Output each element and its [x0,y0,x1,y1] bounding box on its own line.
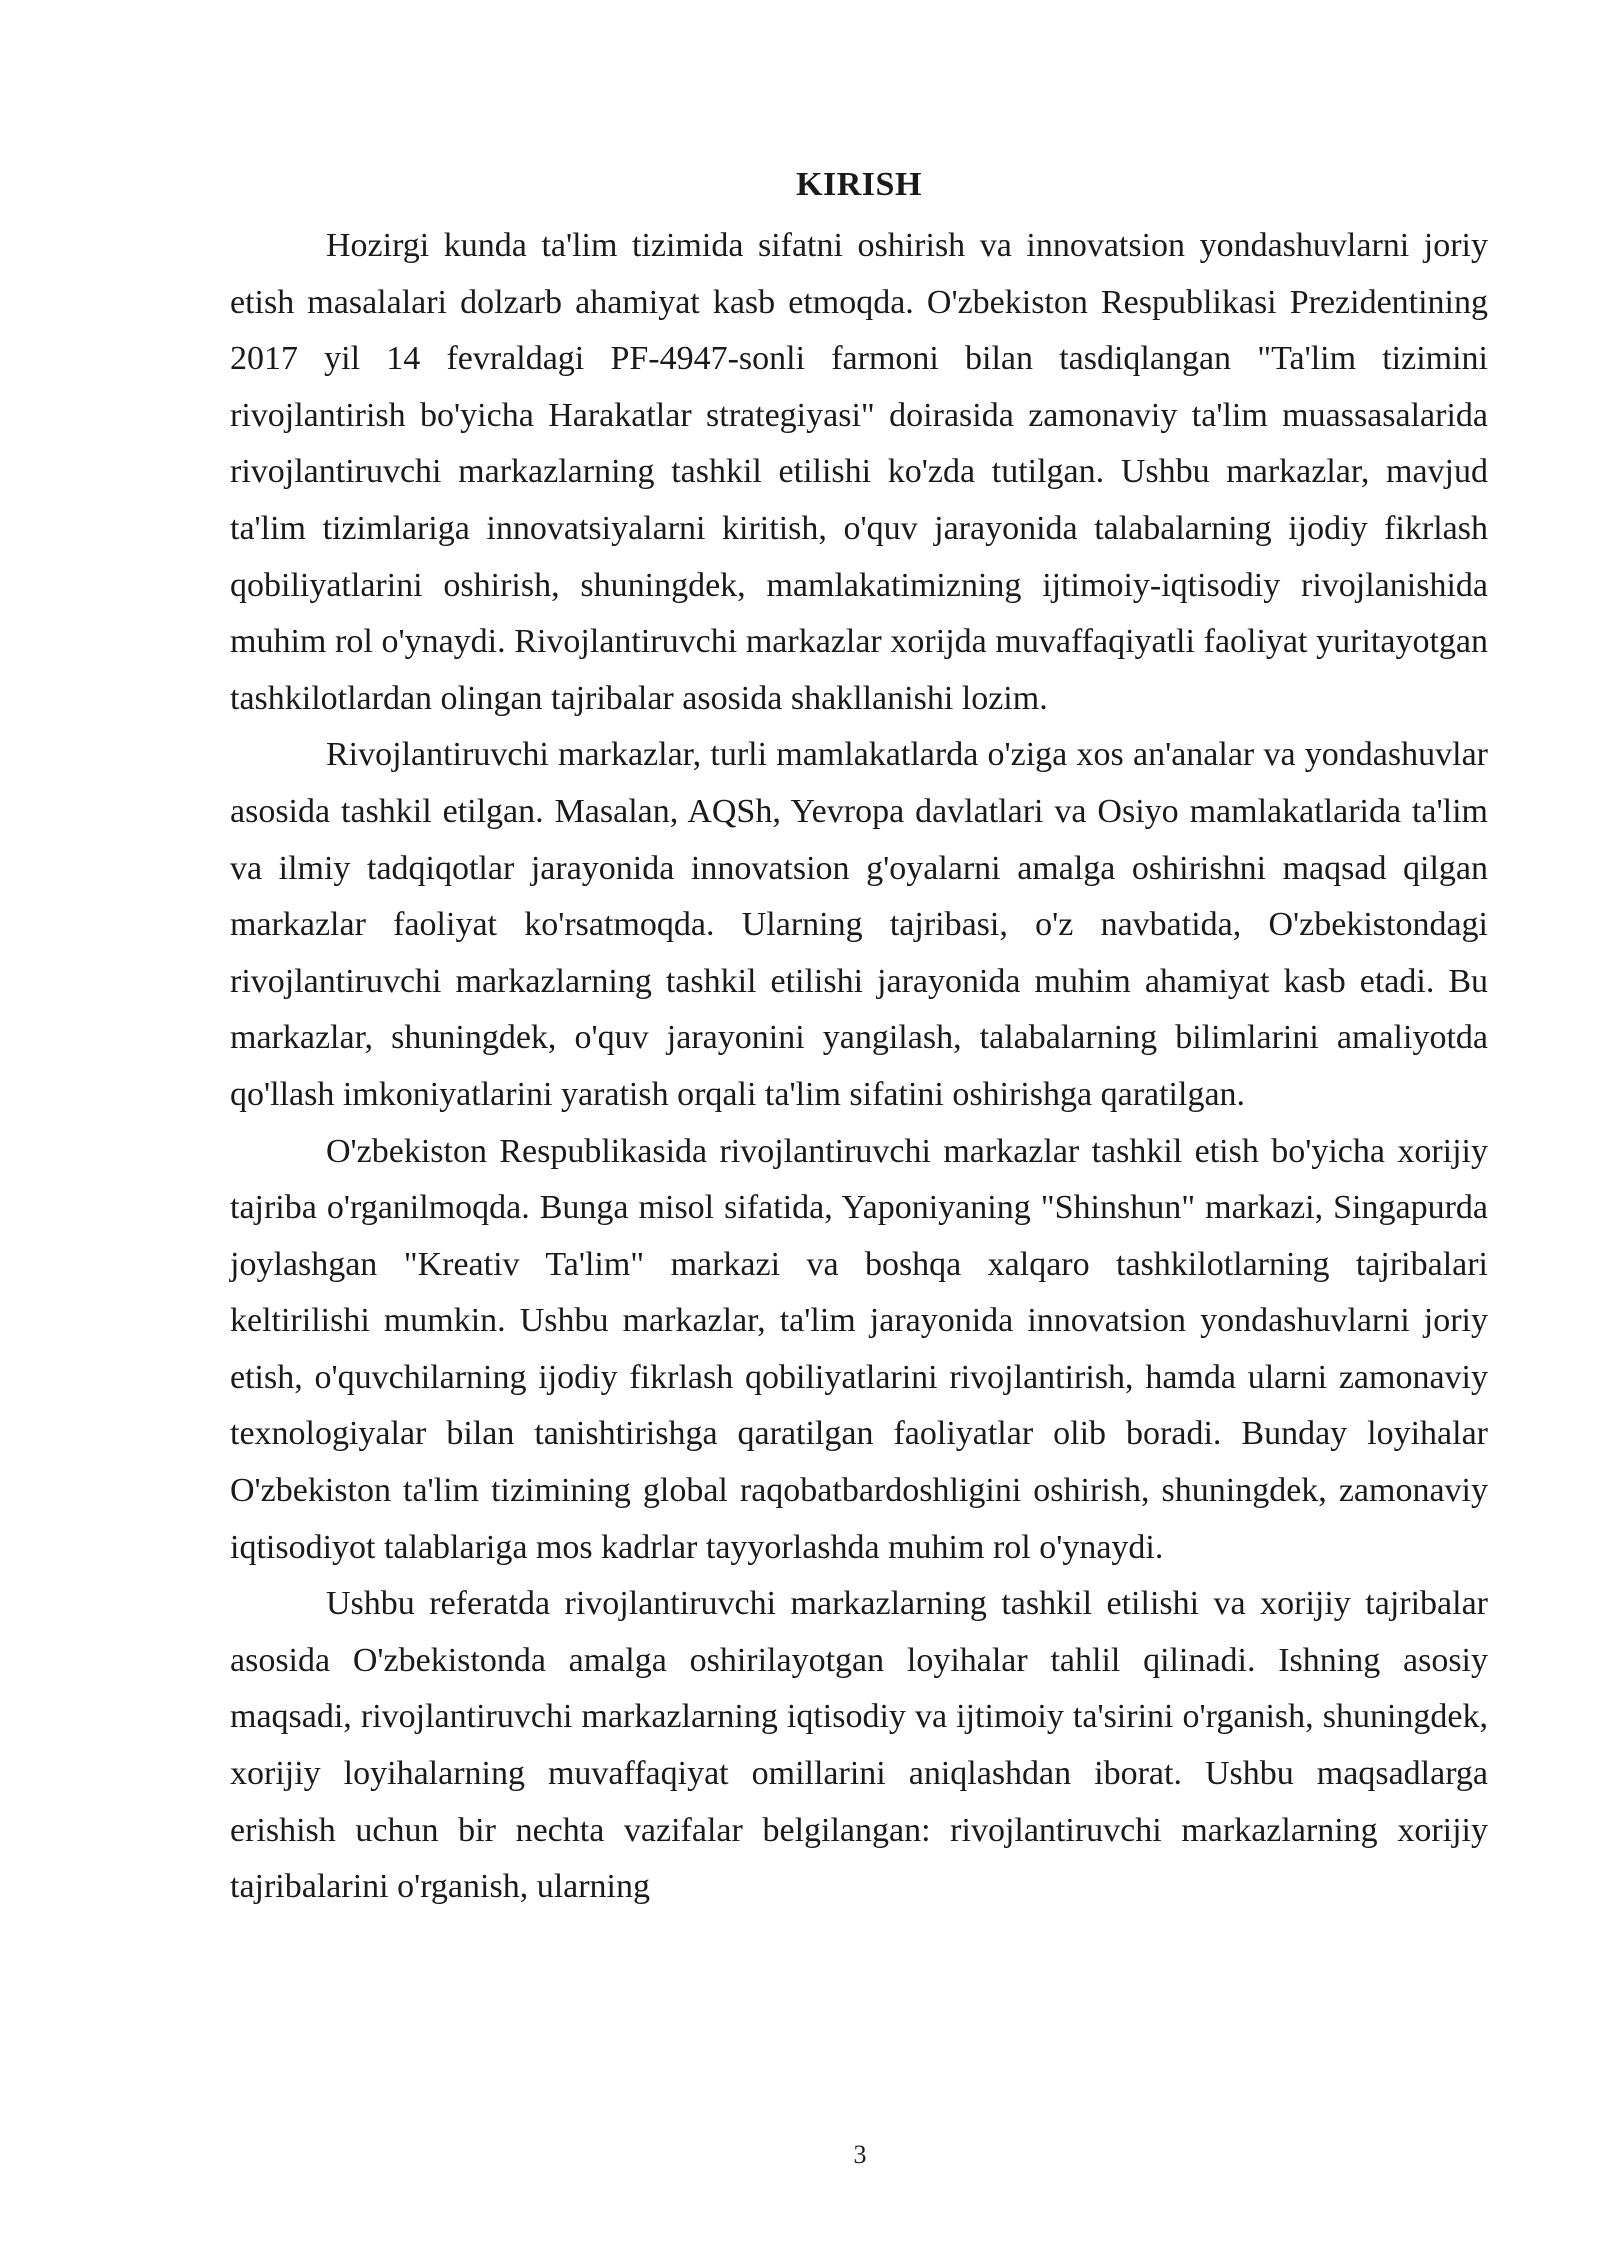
paragraph-2: Rivojlantiruvchi markazlar, turli mamlakatlarda o'ziga xos an'analar va yondashuvlar asosida tashkil etilgan. Masalan, AQSh, Yevropa davlatlari va Osiyo mamlakatlarida ta'lim va ilmiy tadqiqotlar jarayonida innovatsion g'oyalarni amalga oshirishni maqsad qilgan markazlar faoliyat ko'rsatmoqda. Ularning tajribasi, o'z navbatida, O'zbekistondagi rivojlantiruvchi markazlarning tashkil etilishi jarayonida muhim ahamiyat kasb etadi. Bu markazlar, shuningdek, o'quv jarayonini yangilash, talabalarning bilimlarini amaliyotda qo'llash imkoniyatlarini yaratish orqali ta'lim sifatini oshirishga qaratilgan. [230,736,1488,1113]
page-number: 3 [853,2140,867,2169]
page-title: KIRISH [796,166,922,203]
page-content [230,160,1488,1916]
paragraph-1: Hozirgi kunda ta'lim tizimida sifatni oshirish va innovatsion yondashuvlarni joriy etish masalalari dolzarb ahamiyat kasb etmoqda. O'zbekiston Respublikasi Prezidentining 2017 yil 14 fevraldagi PF-4947-sonli farmoni bilan tasdiqlangan "Ta'lim tizimini rivojlantirish bo'yicha Harakatlar strategiyasi" doirasida zamonaviy ta'lim muassasalarida rivojlantiruvchi markazlarning tashkil etilishi ko'zda tutilgan. Ushbu markazlar, mavjud ta'lim tizimlariga innovatsiyalarni kiritish, o'quv jarayonida talabalarning ijodiy fikrlash qobiliyatlarini oshirish, shuningdek, mamlakatimizning ijtimoiy-iqtisodiy rivojlanishida muhim rol o'ynaydi. Rivojlantiruvchi markazlar xorijda muvaffaqiyatli faoliyat yuritayotgan tashkilotlardan olingan tajribalar asosida shakllanishi lozim. [230,227,1488,717]
paragraph-4: Ushbu referatda rivojlantiruvchi markazlarning tashkil etilishi va xorijiy tajribalar asosida O'zbekistonda amalga oshirilayotgan loyihalar tahlil qilinadi. Ishning asosiy maqsadi, rivojlantiruvchi markazlarning iqtisodiy va ijtimoiy ta'sirini o'rganish, shuningdek, xorijiy loyihalarning muvaffaqiyat omillarini aniqlashdan iborat. Ushbu maqsadlarga erishish uchun bir nechta vazifalar belgilangan: rivojlantiruvchi markazlarning xorijiy tajribalarini o'rganish, ularning [230,1585,1488,1906]
paragraph-3: O'zbekiston Respublikasida rivojlantiruvchi markazlar tashkil etish bo'yicha xorijiy tajriba o'rganilmoqda. Bunga misol sifatida, Yaponiyaning "Shinshun" markazi, Singapurda joylashgan "Kreativ Ta'lim" markazi va boshqa xalqaro tashkilotlarning tajribalari keltirilishi mumkin. Ushbu markazlar, ta'lim jarayonida innovatsion yondashuvlarni joriy etish, o'quvchilarning ijodiy fikrlash qobiliyatlarini rivojlantirish, hamda ularni zamonaviy texnologiyalar bilan tanishtirishga qaratilgan faoliyatlar olib boradi. Bunday loyihalar O'zbekiston ta'lim tizimining global raqobatbardoshligini oshirish, shuningdek, zamonaviy iqtisodiyot talablariga mos kadrlar tayyorlashda muhim rol o'ynaydi. [230,1132,1488,1566]
